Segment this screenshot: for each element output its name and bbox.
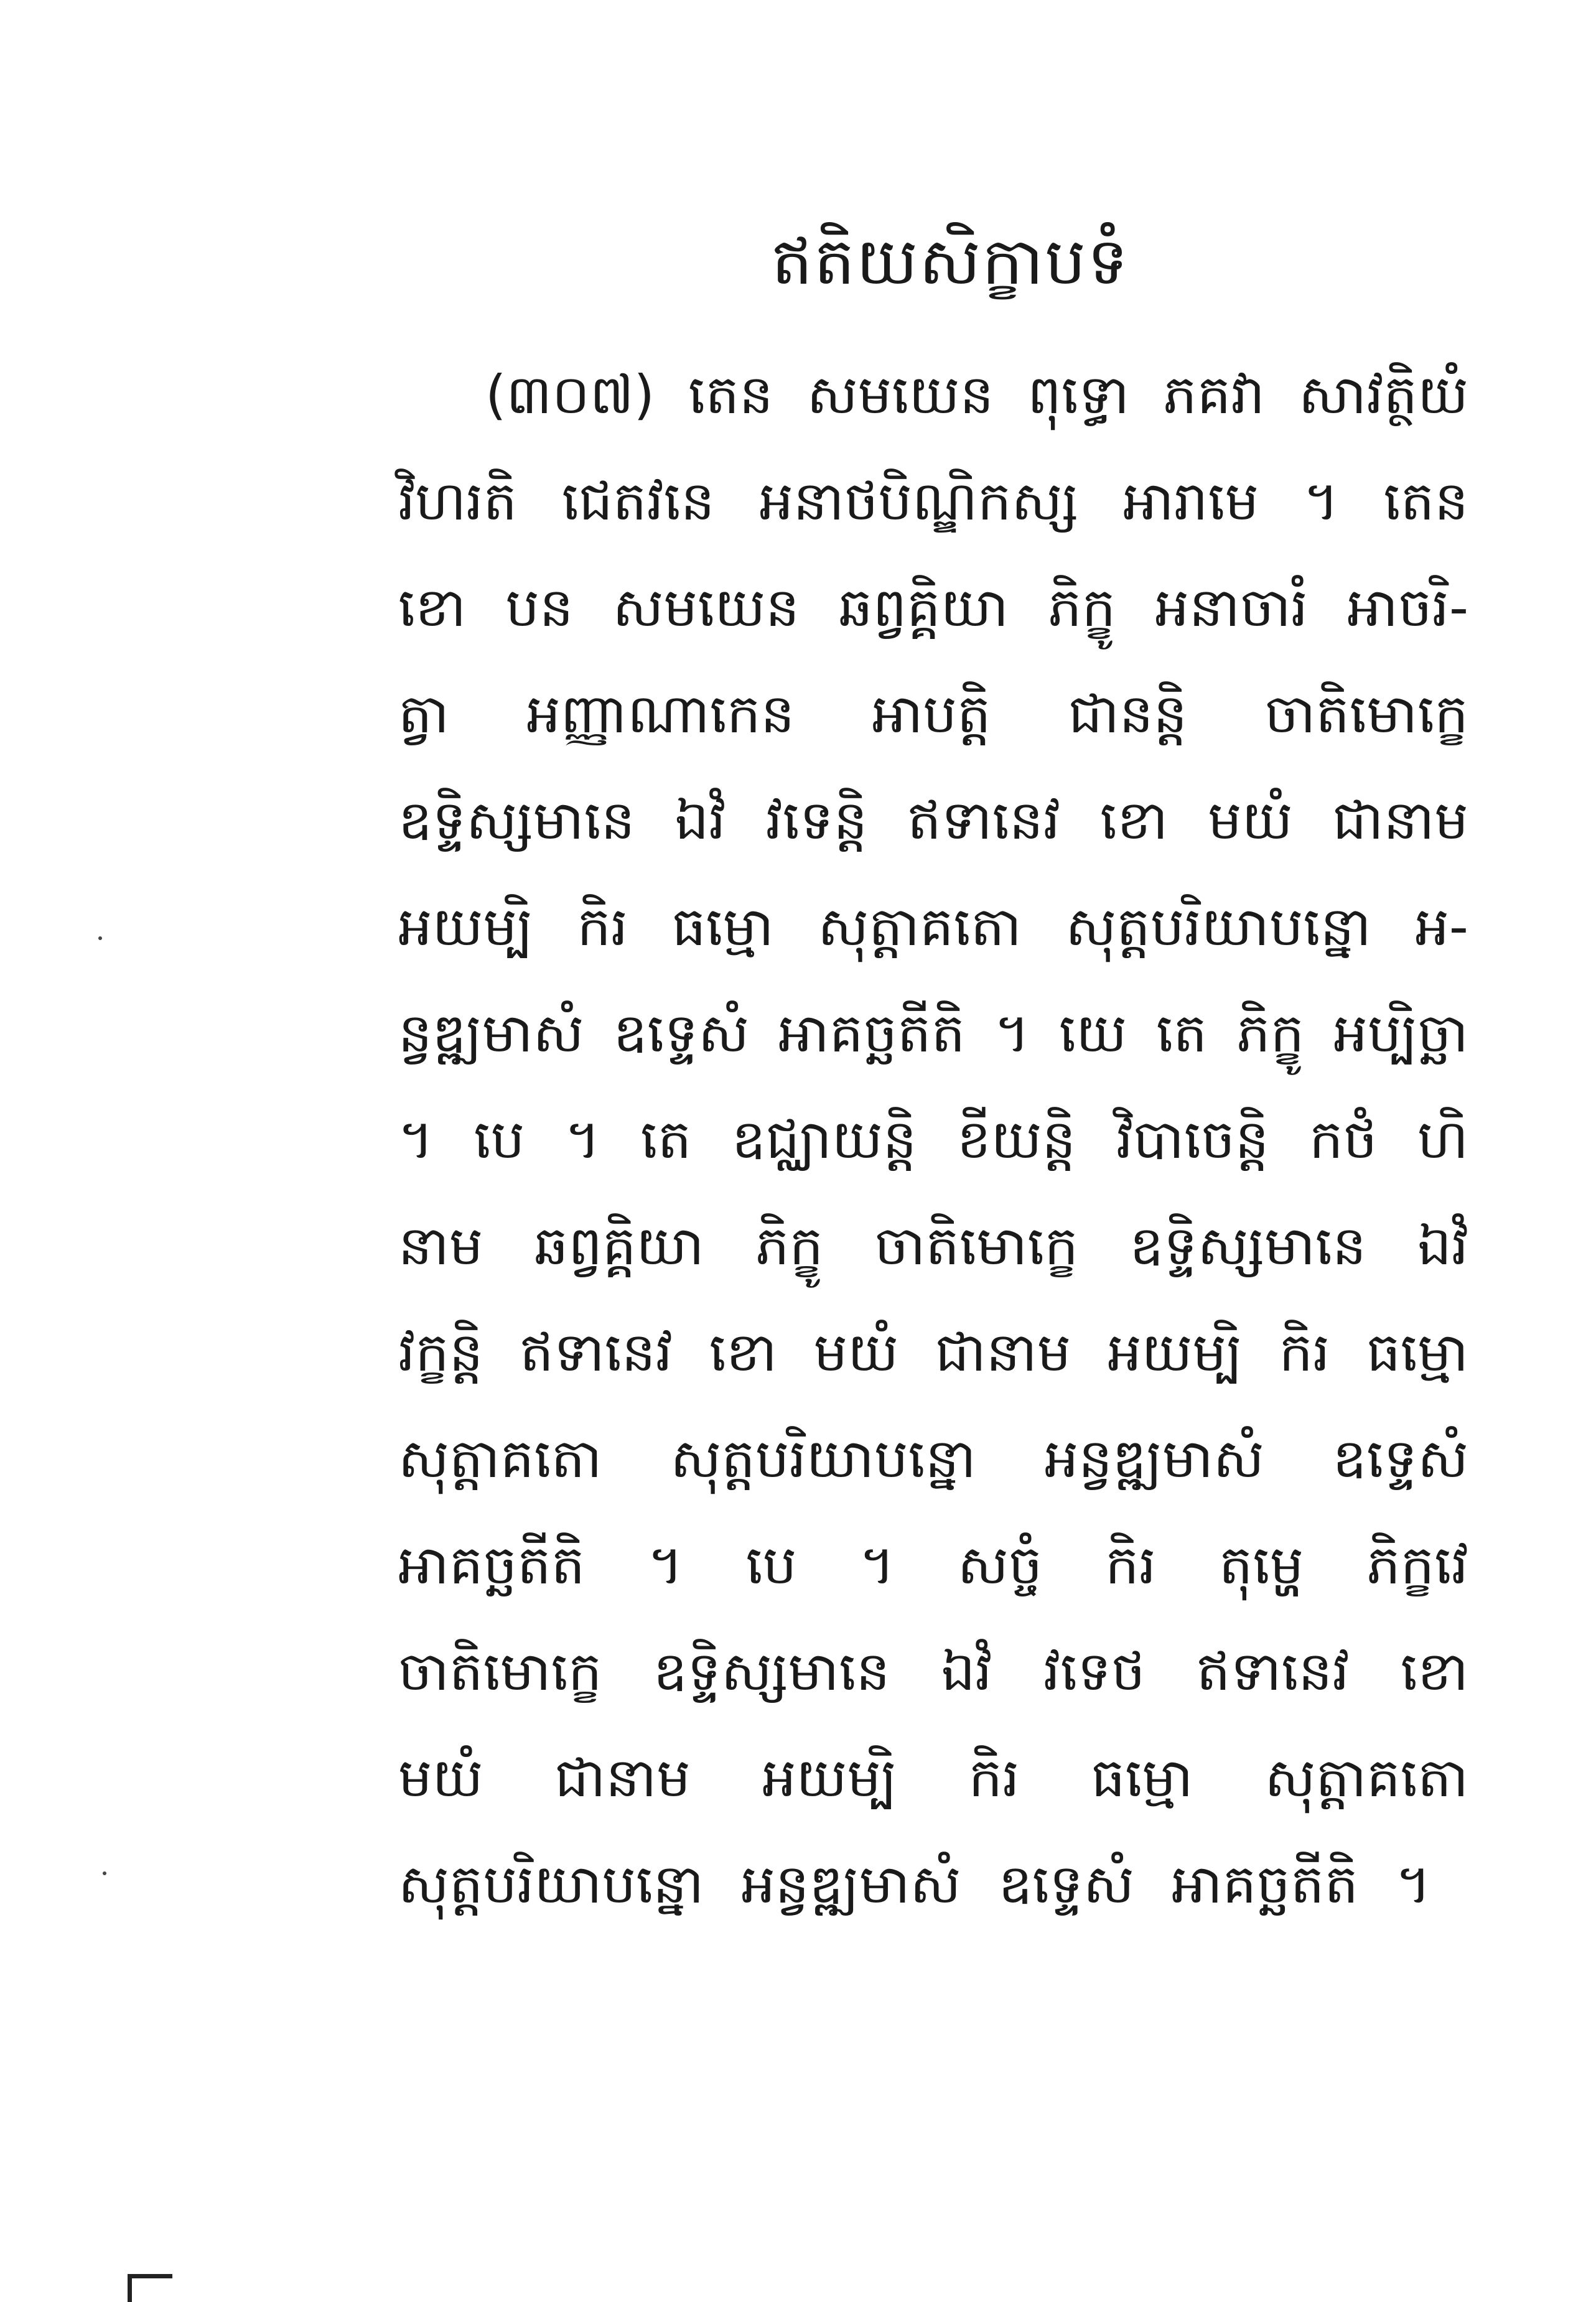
body-text [398,355,1468,1950]
word: ឯវំ [1417,1215,1468,1277]
word: កិរ [1279,1321,1330,1384]
word: ភិក្ខូ [1236,1002,1305,1065]
word: ខោ [709,1321,777,1384]
word: ធម្មោ [671,896,774,958]
word: វិបាចេន្តិ [1116,1109,1269,1171]
word: សាវត្ថិយំ [1299,364,1468,426]
page-corner-mark [128,2274,172,2302]
word: វក្ខន្តិ [398,1321,483,1384]
word: ជានាម [1332,790,1468,852]
scan-speck [98,936,102,940]
word: ចាតិមោក្ខេ [1264,683,1468,745]
word: ឧទ្ទិស្សមានេ [653,1641,890,1703]
word: បេ [745,1534,797,1596]
word: សុត្តាគតោ [818,896,1022,958]
word: តេ [1156,1002,1208,1065]
word: ភិក្ខូ [1048,577,1116,639]
word: ឧទ្ទេសំ [998,1853,1134,1916]
word: អន្វឌ្ឍមាសំ [1044,1428,1264,1490]
word: សច្ចំ [957,1534,1043,1596]
text-line [398,1312,1468,1419]
word: អាគច្ឆតីតិ [778,1002,966,1065]
word: មយំ [813,1321,899,1384]
word: សុត្តាគតោ [398,1428,602,1490]
word: នាម [398,1215,483,1277]
word: អន្វឌ្ឍមាសំ [741,1853,961,1916]
word: សុត្តបរិយាបន្នោ [398,1853,704,1916]
word: ។ [1304,470,1339,533]
word: សុត្តបរិយាបន្នោ [670,1428,976,1490]
word: តេន [688,364,773,426]
word: ។ [398,1109,434,1171]
word: ឥទានេវ [1196,1641,1350,1703]
word: ជានន្តិ [1068,683,1188,745]
word: អាចរិ- [1347,577,1468,639]
text-line [398,993,1468,1099]
word: អ- [1415,896,1468,958]
word: ។ [1396,1853,1431,1916]
scan-speck [103,1871,106,1875]
word: ឥទានេវ [907,790,1060,852]
word: ឯវំ [941,1641,992,1703]
text-line [398,1525,1468,1631]
text-line [398,1206,1468,1312]
text-line [398,887,1468,993]
word: ធម្មោ [1091,1747,1193,1809]
word: វិហរតិ [398,470,518,533]
word: សមយេន [612,577,800,639]
word: ឧជ្ឈាយន្តិ [732,1109,917,1171]
word: សមយេន [806,364,994,426]
word: ន្វឌ្ឍមាសំ [398,1002,584,1065]
text-line [398,1099,1468,1206]
word: ភគវា [1163,364,1265,426]
word: ជានាម [554,1747,691,1809]
word: ចាតិមោក្ខេ [874,1215,1079,1277]
word: ភិក្ខវេ [1366,1534,1468,1596]
word: អាគច្ឆតីតិ [1171,1853,1359,1916]
word: យេ [1058,1002,1127,1065]
word: អនាចារំ [1155,577,1309,639]
word: កថំ [1309,1109,1378,1171]
text-line [398,355,1468,461]
text-line [398,461,1468,567]
word: បេ [474,1109,525,1171]
page-title: ឥតិយសិក្ខាបទំ [772,223,1130,299]
text-line [398,1419,1468,1525]
word: អាគច្ឆតីតិ [398,1534,586,1596]
text-line [398,1631,1468,1738]
word: ឯវំ [674,790,726,852]
word: អយម្បិ [398,896,533,958]
word: តុម្ហេ [1218,1534,1304,1596]
word: កិរ [1105,1534,1157,1596]
word: ឥទានេវ [520,1321,673,1384]
word: អារាមេ [1122,470,1259,533]
word: ឆព្វគ្គិយា [839,577,1009,639]
word: សុត្តបរិយាបន្នោ [1065,896,1371,958]
word: ខីយន្តិ [957,1109,1076,1171]
word: បន [505,577,574,639]
word: កិរ [968,1747,1020,1809]
word: ចាតិមោក្ខេ [398,1641,602,1703]
word: ។ [565,1109,600,1171]
word: ភិក្ខូ [755,1215,824,1277]
word: មយំ [1208,790,1293,852]
word: ត្វា [398,683,449,745]
text-line [398,1738,1468,1844]
word: ឧទ្ទេសំ [613,1002,749,1065]
word: ខោ [1400,1641,1468,1703]
word: កិរ [577,896,628,958]
word: ឧទ្ទិស្សមានេ [398,790,635,852]
word: អយម្បិ [1108,1321,1243,1384]
word: ធម្មោ [1366,1321,1468,1384]
word: ជានាម [935,1321,1071,1384]
word: វទេន្តិ [765,790,868,852]
text-line [398,567,1468,674]
word: តេ [640,1109,692,1171]
word: ឧទ្ទេសំ [1332,1428,1468,1490]
word: មយំ [398,1747,483,1809]
word: អប្បិច្ឆា [1333,1002,1468,1065]
word: ខោ [1099,790,1169,852]
word: ឧទ្ទិស្សមានេ [1129,1215,1366,1277]
text-line [398,780,1468,887]
word: ឆព្វគ្គិយា [534,1215,704,1277]
word: វទេថ [1043,1641,1146,1703]
word: ខោ [398,577,467,639]
text-line [398,1844,1468,1950]
word: អញ្ញាណាកេន [526,683,795,745]
word: ។ [859,1534,895,1596]
word: អនាថបិណ្ឌិកស្ស [759,470,1079,533]
word: ។ [648,1534,683,1596]
word: (៣០៧) [485,364,655,426]
word: ហិ [1417,1109,1468,1171]
word: ពុទ្ធោ [1027,364,1129,426]
word: ជេតវនេ [561,470,715,533]
word: តេន [1383,470,1468,533]
word: អាបត្តិ [872,683,991,745]
word: ។ [994,1002,1030,1065]
word: អយម្បិ [762,1747,897,1809]
word: សុត្តាគតោ [1264,1747,1468,1809]
text-line [398,674,1468,780]
